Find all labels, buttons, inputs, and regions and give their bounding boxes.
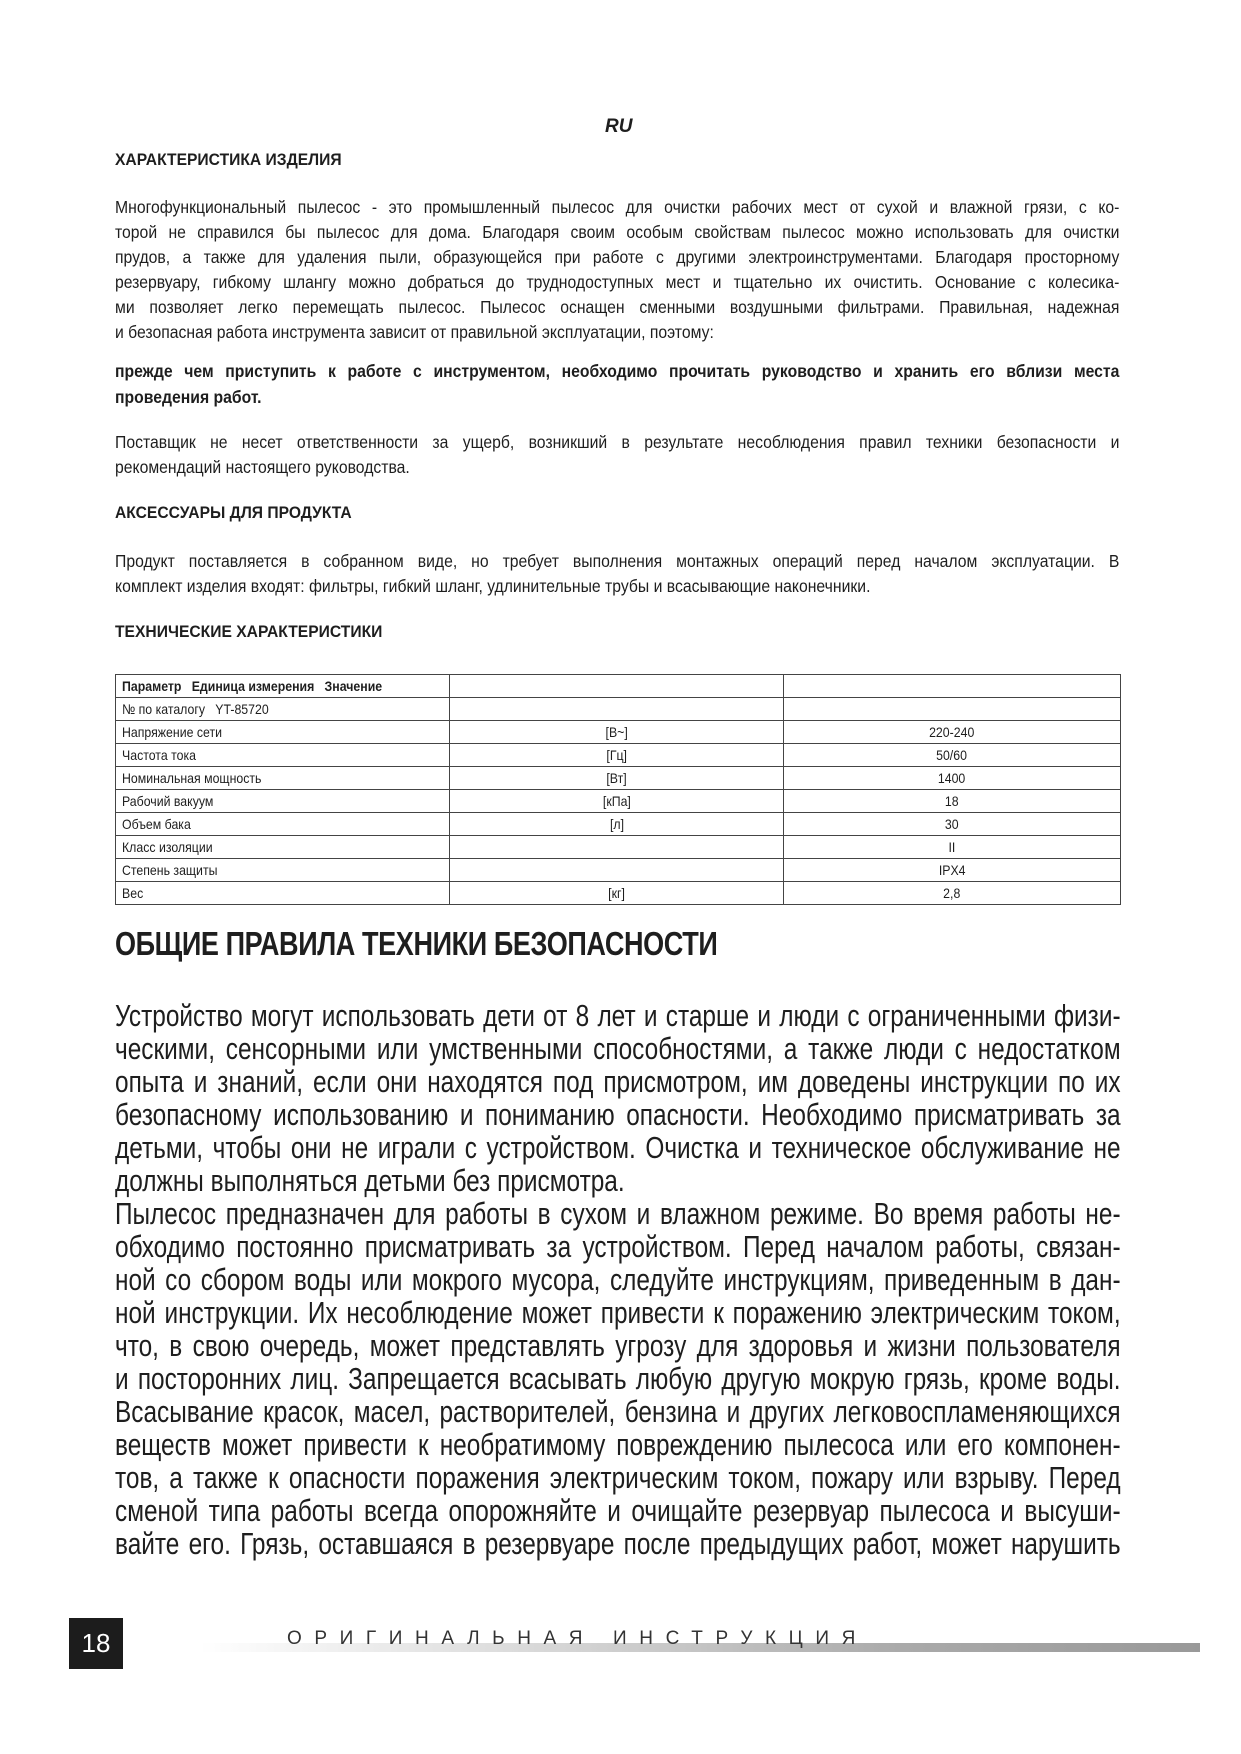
header-cell: Параметр Единица измерения Значение (122, 678, 383, 694)
value-cell: 18 (945, 793, 959, 809)
product-description (115, 195, 1119, 345)
table-row (116, 859, 1121, 882)
text-line: веществ может привести к необратимому повреждению пылесоса или его компонен- (115, 1428, 1121, 1462)
table-row (116, 882, 1121, 905)
table-row (116, 836, 1121, 859)
text-line: Продукт поставляется в собранном виде, но требует выполнения монтажных операций перед началом эксплуатации. В (115, 551, 1120, 571)
param-cell: Рабочий вакуум (122, 793, 214, 809)
specs-table (115, 674, 1121, 905)
text-line: прудов, а также для удаления пыли, образующейся при работе с другими электроинструментами. Благодаря просторному (115, 247, 1120, 267)
text-line: рекомендаций настоящего руководства. (115, 457, 410, 477)
language-label: RU (605, 116, 633, 137)
text-line: ной инструкции. Их несоблюдение может привести к поражению электрическим током, (115, 1296, 1121, 1330)
text-line: комплект изделия входят: фильтры, гибкий шланг, удлинительные трубы и всасывающие наконечники. (115, 576, 871, 596)
value-cell: 220-240 (929, 724, 975, 740)
text-line: торой не справился бы пылесос для дома. Благодаря своим особым свойствам пылесос можно использовать для очистки (115, 222, 1120, 242)
text-line: тов, а также к опасности поражения электрическим током, пожару или взрыву. Перед (115, 1461, 1121, 1495)
unit-cell: [Вт] (606, 770, 627, 786)
table-row (116, 698, 1121, 721)
text-line: ми позволяет легко перемещать пылесос. Пылесос оснащен сменными воздушными фильтрами. Правильная, надежная (115, 297, 1120, 317)
text-line: что, в свою очередь, может представлять угрозу для здоровья и жизни пользователя (115, 1329, 1121, 1363)
liability-text (115, 430, 1119, 480)
page-number: 18 (69, 1618, 123, 1669)
text-line: и посторонних лиц. Запрещается всасывать любую другую мокрую грязь, кроме воды. (115, 1362, 1121, 1396)
text-line: вайте его. Грязь, оставшаяся в резервуаре после предыдущих работ, может нарушить (115, 1527, 1121, 1561)
warning-bold-text (115, 358, 1119, 410)
value-cell: 50/60 (936, 747, 968, 763)
param-cell: Напряжение сети (122, 724, 222, 740)
text-line: Устройство могут использовать дети от 8 лет и старше и люди с ограниченными физи- (115, 999, 1121, 1033)
text-line: прежде чем приступить к работе с инструментом, необходимо прочитать руководство и хранить его вблизи места (115, 361, 1120, 381)
table-row (116, 767, 1121, 790)
param-cell: Объем бака (122, 816, 191, 832)
value-cell: 1400 (938, 770, 966, 786)
text-line: резервуару, гибкому шлангу можно добраться до труднодоступных мест и тщательно их очистить. Основание с колесика- (115, 272, 1120, 292)
unit-cell: [кПа] (602, 793, 631, 809)
unit-cell: [В~] (605, 724, 628, 740)
text-line: проведения работ. (115, 387, 262, 407)
text-line: должны выполняться детьми без присмотра. (115, 1164, 625, 1198)
safety-text (115, 1000, 1121, 1561)
table-row (116, 744, 1121, 767)
unit-cell: [л] (609, 816, 624, 832)
catalog-cell: № по каталогу YT-85720 (122, 701, 269, 717)
value-cell: 30 (945, 816, 959, 832)
text-line: Всасывание красок, масел, растворителей, бензина и других легковоспламеняющихся (115, 1395, 1121, 1429)
unit-cell: [Гц] (606, 747, 627, 763)
param-cell: Вес (122, 885, 144, 901)
text-line: опыта и знаний, если они находятся под присмотром, им доведены инструкции по их (115, 1065, 1121, 1099)
table-row (116, 790, 1121, 813)
accessories-text (115, 549, 1119, 599)
safety-heading: ОБЩИЕ ПРАВИЛА ТЕХНИКИ БЕЗОПАСНОСТИ (115, 925, 718, 962)
param-cell: Частота тока (122, 747, 196, 763)
param-cell: Класс изоляции (122, 839, 213, 855)
text-line: Пылесос предназначен для работы в сухом и влажном режиме. Во время работы не- (115, 1197, 1121, 1231)
value-cell: IPX4 (938, 862, 966, 878)
unit-cell: [кг] (608, 885, 625, 901)
table-row (116, 813, 1121, 836)
text-line: обходимо постоянно присматривать за устройством. Перед началом работы, связан- (115, 1230, 1121, 1264)
param-cell: Номинальная мощность (122, 770, 262, 786)
section-heading-specs: ТЕХНИЧЕСКИЕ ХАРАКТЕРИСТИКИ (115, 622, 383, 641)
text-line: ческими, сенсорными или умственными способностями, а также люди с недостатком (115, 1032, 1121, 1066)
value-cell: II (948, 839, 956, 855)
text-line: ной со сбором воды или мокрого мусора, следуйте инструкциям, приведенным в дан- (115, 1263, 1121, 1297)
section-heading-product: ХАРАКТЕРИСТИКА ИЗДЕЛИЯ (115, 150, 342, 169)
section-heading-accessories: АКСЕССУАРЫ ДЛЯ ПРОДУКТА (115, 503, 352, 522)
table-header-row (116, 675, 1121, 698)
text-line: сменой типа работы всегда опорожняйте и очищайте резервуар пылесоса и высуши- (115, 1494, 1121, 1528)
text-line: безопасному использованию и пониманию опасности. Необходимо присматривать за (115, 1098, 1121, 1132)
text-line: Многофункциональный пылесос - это промышленный пылесос для очистки рабочих мест от сухой и влажной грязи, с ко- (115, 197, 1120, 217)
param-cell: Степень защиты (122, 862, 218, 878)
text-line: и безопасная работа инструмента зависит от правильной эксплуатации, поэтому: (115, 322, 714, 342)
footer-text: ОРИГИНАЛЬНАЯ ИНСТРУКЦИЯ (287, 1628, 868, 1649)
value-cell: 2,8 (943, 885, 961, 901)
text-line: детьми, чтобы они не играли с устройством. Очистка и техническое обслуживание не (115, 1131, 1121, 1165)
table-row (116, 721, 1121, 744)
text-line: Поставщик не несет ответственности за ущерб, возникший в результате несоблюдения правил техники безопасности и (115, 432, 1120, 452)
